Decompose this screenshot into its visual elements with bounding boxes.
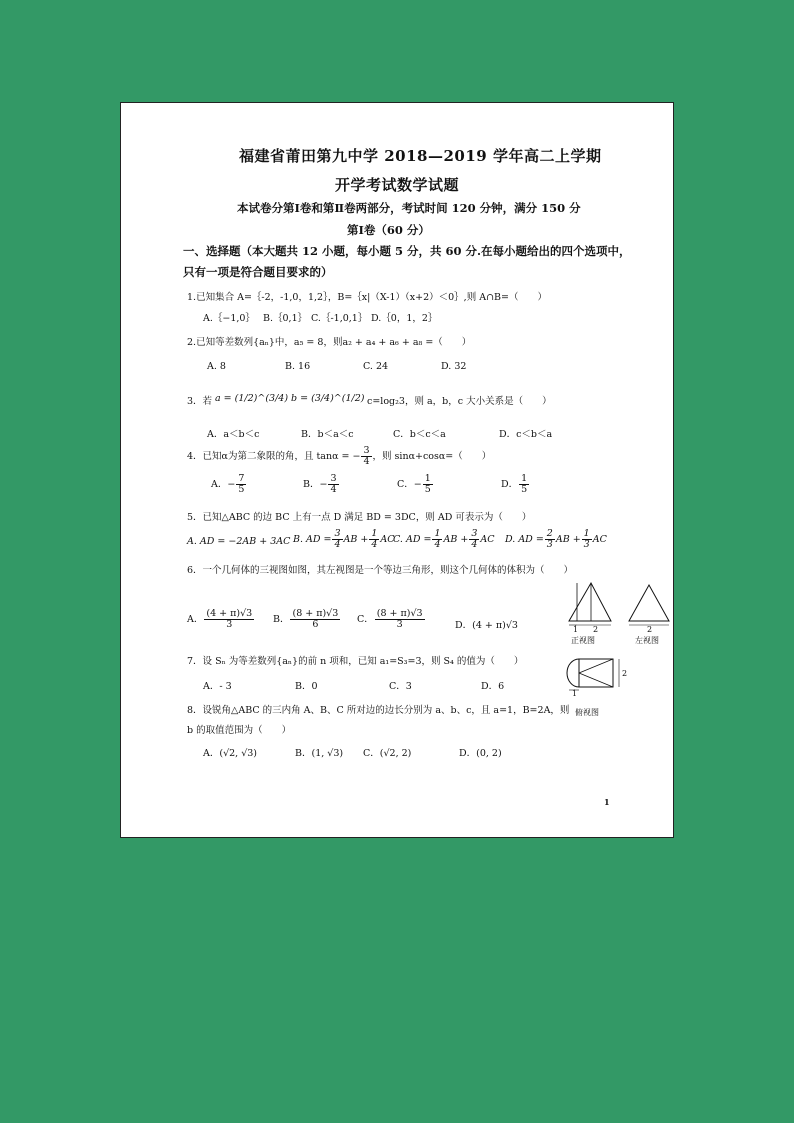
front-view-triangle <box>569 583 611 621</box>
question-4-stem-end: ，则 sinα+cosα=（ ） <box>372 450 492 462</box>
question-4-stem-fraction: $\frac{3}{4}$ <box>363 445 370 467</box>
question-5-stem: 5．已知△ABC 的边 BC 上有一点 D 满足 BD = 3DC，则 AD 可表示为（ ） <box>187 512 532 523</box>
exam-paper <box>120 102 674 838</box>
title-line-2: 开学考试数学试题 <box>335 176 460 194</box>
question-5-option-a: A. AD = −2AB + 3AC <box>187 536 291 547</box>
question-4-option-d: D． $\frac{1}{5}$ <box>501 473 528 495</box>
part-1-heading: 第Ⅰ卷（60 分） <box>347 223 430 237</box>
question-4-stem <box>187 446 491 467</box>
top-view-semicircle <box>567 659 579 687</box>
question-6-option-c: C． $\frac{(8 + \pi)√3}{3}$ <box>357 608 423 630</box>
question-2-option-b: B. 16 <box>285 361 311 372</box>
front-view-label: 正视图 <box>571 636 595 645</box>
question-1-option-a: A.｛−1,0｝ <box>203 313 255 324</box>
question-5-option-b: B. AD = $\frac{3}{4}$ AB + $\frac{1}{4}$ AC <box>293 528 395 550</box>
question-4-option-c: C．− $\frac{1}{5}$ <box>397 473 431 495</box>
left-view-triangle <box>629 585 669 621</box>
question-3-option-a: A．a＜b＜c <box>207 429 260 440</box>
question-7-option-d: D．6 <box>481 681 505 692</box>
question-8-option-b: B．(1, √3) <box>295 748 344 759</box>
question-7-option-b: B．0 <box>295 681 318 692</box>
question-1-option-d: D.｛0，1，2｝ <box>371 313 438 324</box>
question-8-option-c: C．(√2, 2) <box>363 748 412 759</box>
question-1-option-c: C.｛-1,0,1｝ <box>311 313 368 324</box>
question-4-stem-start: 4．已知α为第二象限的角，且 tanα = − <box>187 450 361 462</box>
question-3-option-b: B．b＜a＜c <box>301 429 354 440</box>
top-view-label: 俯视图 <box>575 708 599 717</box>
three-view-drawing <box>563 581 675 721</box>
question-8-stem: 8．设锐角△ABC 的三内角 A、B、C 所对边的边长分别为 a、b、c，且 a=1，B=2A，则 <box>187 705 570 716</box>
question-3-option-d: D．c＜b＜a <box>499 429 553 440</box>
front-dim-1: 1 <box>573 625 579 634</box>
question-8-option-d: D．(0, 2) <box>459 748 502 759</box>
question-2-option-c: C. 24 <box>363 361 389 372</box>
question-3-c-expression: c=log₂3，则 a，b，c 大小关系是（ ） <box>367 396 552 407</box>
section-1-heading: 一、选择题（本大题共 12 小题，每小题 5 分，共 60 分.在每小题给出的四个选项中， <box>183 244 631 258</box>
question-5-option-c: C. AD = $\frac{1}{4}$ AB + $\frac{3}{4}$ AC <box>393 528 495 550</box>
question-6-option-d: D．(4 + π)√3 <box>455 620 518 631</box>
question-7-stem: 7．设 Sₙ 为等差数列{aₙ}的前 n 项和，已知 a₁=S₃=3，则 S₄ 的值为（ ） <box>187 656 524 667</box>
top-view-diagonal-1 <box>579 659 613 673</box>
question-5-option-d: D. AD = $\frac{2}{3}$ AB + $\frac{1}{3}$ AC <box>505 528 607 550</box>
question-7-option-a: A．- 3 <box>203 681 232 692</box>
question-3-option-c: C．b＜c＜a <box>393 429 446 440</box>
left-dim-2: 2 <box>647 625 653 634</box>
left-view-label: 左视图 <box>635 636 659 645</box>
question-8-stem-cont: b 的取值范围为（ ） <box>187 725 292 736</box>
top-dim-1: 1 <box>572 689 578 698</box>
question-7-option-c: C．3 <box>389 681 412 692</box>
question-3-a-expression: a = (1/2)^(3/4) <box>215 393 289 404</box>
title-line-1: 福建省莆田第九中学 2018—2019 学年高二上学期 <box>239 147 602 165</box>
three-view-figure <box>563 581 675 721</box>
top-side-dim-2: 2 <box>622 669 628 678</box>
top-view-diagonal-2 <box>579 673 613 687</box>
section-1-heading-cont: 只有一项是符合题目要求的） <box>183 265 333 279</box>
question-4-option-a: A．− $\frac{7}{5}$ <box>211 473 245 495</box>
question-6-option-b: B． $\frac{(8 + \pi)√3}{6}$ <box>273 608 339 630</box>
question-3-b-expression: b = (3/4)^(1/2) <box>291 393 365 404</box>
question-2-option-d: D. 32 <box>441 361 467 372</box>
question-1-stem: 1.已知集合 A=｛-2，-1,0，1,2｝，B=｛x|（X-1）（x+2）＜0｝,则 A∩B=（ ） <box>187 292 547 303</box>
question-6-stem: 6．一个几何体的三视图如图，其左视图是一个等边三角形，则这个几何体的体积为（ ） <box>187 565 574 576</box>
front-dim-2: 2 <box>593 625 599 634</box>
page-number: 1 <box>604 797 610 807</box>
question-3-number: 3．若 <box>187 396 213 407</box>
question-8-option-a: A．(√2, √3) <box>203 748 258 759</box>
question-1-option-b: B.｛0,1｝ <box>263 313 308 324</box>
question-2-option-a: A. 8 <box>207 361 226 372</box>
question-6-option-a: A． $\frac{(4 + \pi)√3}{3}$ <box>187 608 253 630</box>
top-view-rectangle <box>579 659 613 687</box>
question-2-stem: 2.已知等差数列{aₙ}中，a₅ = 8，则a₂ + a₄ + a₆ + a₈ =（ ） <box>187 337 472 348</box>
question-4-option-b: B．− $\frac{3}{4}$ <box>303 473 337 495</box>
exam-intro: 本试卷分第Ⅰ卷和第Ⅱ卷两部分，考试时间 120 分钟，满分 150 分 <box>237 201 581 215</box>
